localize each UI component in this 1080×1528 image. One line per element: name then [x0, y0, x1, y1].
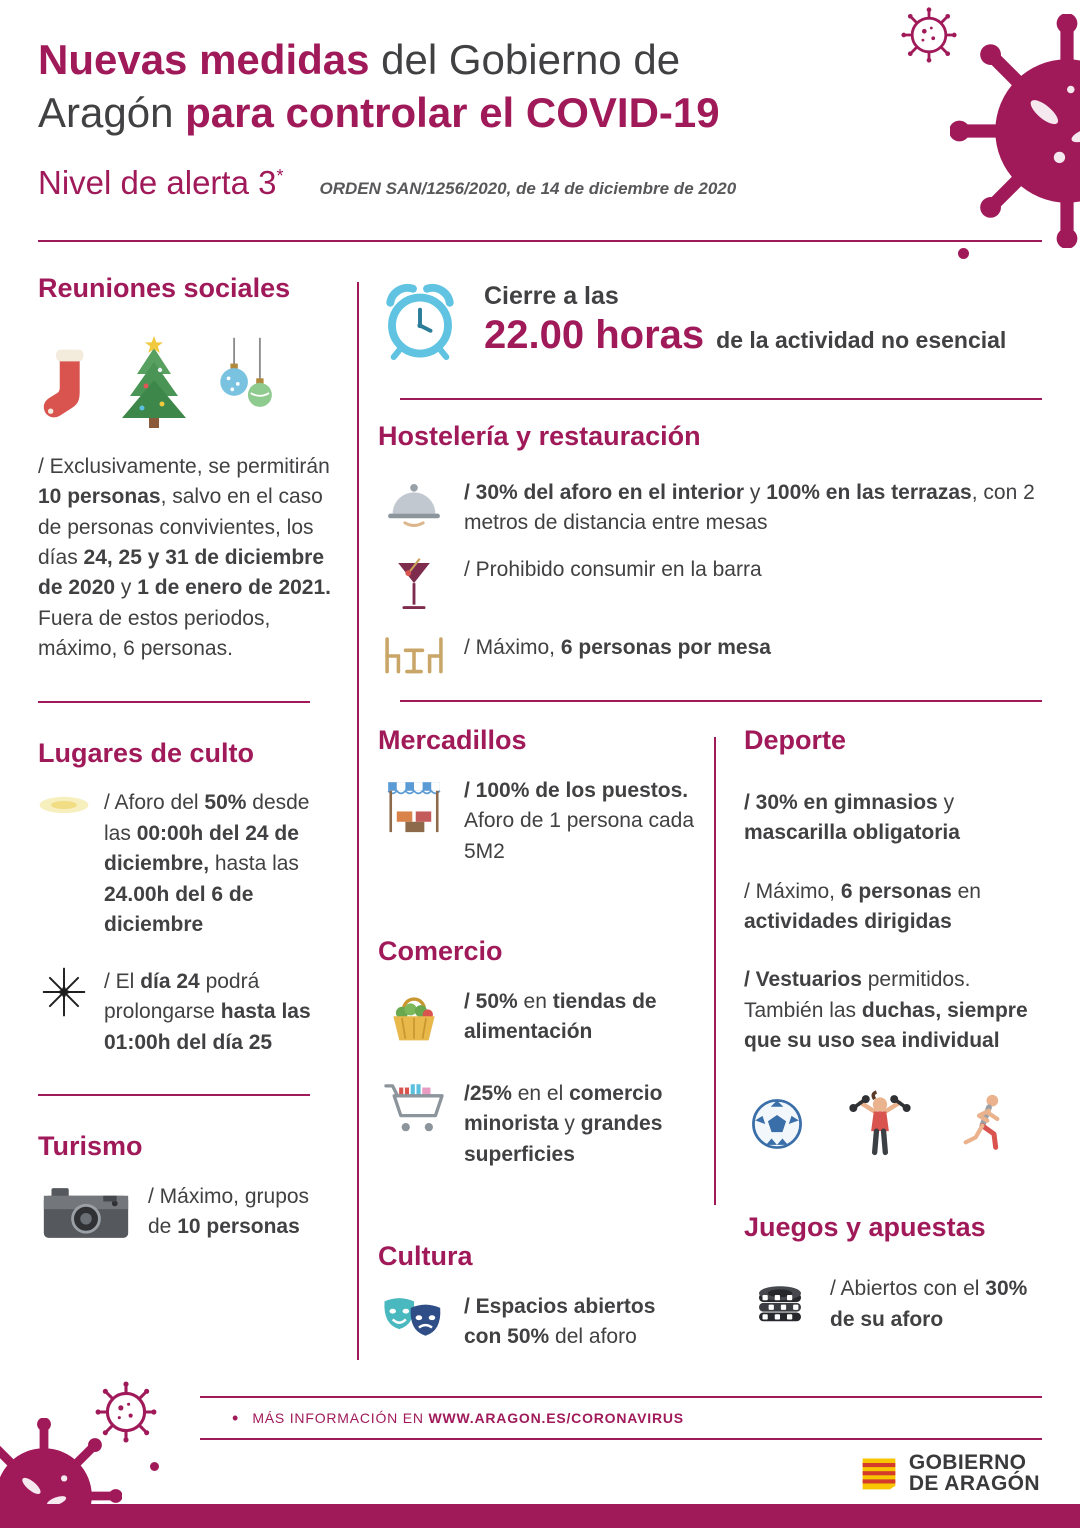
coronavirus-filled-icon — [950, 14, 1080, 248]
closure-line2 — [484, 313, 1006, 358]
comercio-item-2 — [378, 1079, 698, 1170]
decor-dot — [150, 1462, 159, 1471]
deporte-text-3: / Vestuarios permitidos. También las duchas, siempre que su uso sea individual — [744, 968, 1028, 1053]
page-title — [38, 34, 898, 140]
star-sparkle-icon — [38, 967, 90, 1058]
shopping-cart-icon — [378, 1079, 450, 1170]
section-heading-mercadillos: Mercadillos — [378, 725, 527, 755]
footer-info-prefix: MÁS INFORMACIÓN EN — [252, 1410, 429, 1426]
section-hosteleria — [378, 422, 1042, 695]
gobierno-aragon-text — [909, 1452, 1040, 1494]
christmas-icons-row — [38, 324, 334, 432]
alarm-clock-icon — [378, 278, 462, 366]
section-heading-juegos: Juegos y apuestas — [744, 1211, 986, 1242]
comercio-text-2: /25% en el comercio minorista y grandes superficies — [464, 1081, 663, 1166]
closure-suffix: de la actividad no esencial — [716, 327, 1007, 353]
christmas-tree-icon — [116, 332, 192, 432]
cultura-text-1: / Espacios abiertos con 50% del aforo — [464, 1294, 656, 1349]
reuniones-text: / Exclusivamente, se permitirán 10 personas, salvo en el caso de personas convivientes, los días 24, 25 y 31 de diciembre de 2020 y 1 de enero de 2021. Fuera de estos periodos, máximo, 6 personas. — [38, 454, 332, 661]
hosteleria-item-3 — [378, 633, 1042, 679]
horizontal-divider — [400, 700, 1042, 702]
juegos-text-1: / Abiertos con el 30% de su aforo — [830, 1277, 1028, 1331]
header-divider — [38, 240, 1042, 242]
horizontal-divider — [400, 398, 1042, 400]
section-heading-cultura: Cultura — [378, 1241, 473, 1271]
sports-icons-row — [748, 1087, 1044, 1161]
alert-asterisk: * — [276, 165, 284, 186]
turismo-item-1 — [38, 1182, 334, 1244]
section-heading-deporte: Deporte — [744, 725, 847, 755]
cocktail-glass-icon — [378, 555, 450, 617]
aragon-flag-icon — [859, 1453, 899, 1493]
section-heading-comercio: Comercio — [378, 936, 503, 966]
theater-masks-icon — [378, 1292, 450, 1353]
candle-glow-icon — [38, 788, 90, 940]
section-heading-hosteleria: Hostelería y restauración — [378, 421, 701, 451]
page-title-line2: Aragón para controlar el COVID-19 — [38, 88, 720, 136]
culto-text-2: / El día 24 podrá prolongarse hasta las 01:00h del día 25 — [104, 969, 311, 1054]
middle-column — [378, 726, 698, 1383]
juegos-item-1 — [744, 1274, 1044, 1363]
closure-text — [484, 278, 1006, 366]
section-heading-culto: Lugares de culto — [38, 737, 255, 768]
right-column — [744, 726, 1044, 1389]
gobierno-aragon-logo — [859, 1452, 1040, 1494]
logo-line2: DE ARAGÓN — [908, 1472, 1040, 1495]
footer-info-link[interactable]: WWW.ARAGON.ES/CORONAVIRUS — [428, 1410, 684, 1426]
bottom-accent-bar — [0, 1504, 1080, 1528]
hosteleria-text-3: / Máximo, 6 personas por mesa — [464, 635, 771, 659]
decor-dot — [958, 248, 969, 259]
section-heading-reuniones: Reuniones sociales — [38, 273, 291, 303]
serving-dish-icon — [378, 478, 450, 539]
hosteleria-item-1 — [378, 478, 1042, 539]
alert-row — [38, 164, 898, 202]
deporte-text-2: / Máximo, 6 personas en actividades dirigidas — [744, 879, 981, 933]
mercadillos-item-1 — [378, 776, 698, 867]
food-basket-icon — [378, 987, 450, 1049]
culto-item-1 — [38, 788, 334, 940]
mercadillos-text-1: / 100% de los puestos. Aforo de 1 persona cada 5M2 — [464, 778, 694, 863]
closure-prefix: Cierre a las — [484, 282, 619, 310]
deporte-text-1: / 30% en gimnasios y mascarilla obligatoria — [744, 790, 960, 845]
divider — [38, 701, 310, 703]
alert-level-text: Nivel de alerta 3 — [38, 163, 277, 201]
christmas-stocking-icon — [38, 336, 96, 432]
closure-banner — [378, 278, 1042, 366]
runner-icon — [954, 1088, 1014, 1160]
camera-icon — [38, 1182, 134, 1244]
vertical-divider — [714, 737, 716, 1205]
table-and-chairs-icon — [378, 633, 450, 679]
culto-item-2 — [38, 967, 334, 1058]
closure-time: 22.00 horas — [484, 313, 705, 357]
footer-bullet: • — [232, 1407, 239, 1428]
hosteleria-item-2 — [378, 555, 1042, 617]
vertical-divider — [357, 282, 359, 1360]
poker-chips-icon — [744, 1274, 816, 1363]
footer-info-band — [200, 1396, 1042, 1440]
footer-info-text — [252, 1410, 684, 1426]
section-heading-turismo: Turismo — [38, 1130, 143, 1161]
culto-text-1: / Aforo del 50% desde las 00:00h del 24 de diciembre, hasta las 24.00h del 6 de diciembre — [104, 791, 310, 937]
left-column — [38, 274, 334, 1270]
header — [38, 34, 898, 202]
christmas-ornaments-icon — [212, 332, 282, 432]
turismo-text-1: / Máximo, grupos de 10 personas — [148, 1184, 310, 1239]
comercio-text-1: / 50% en tiendas de alimentación — [464, 989, 657, 1044]
divider — [38, 1094, 310, 1096]
hosteleria-text-1: / 30% del aforo en el interior y 100% en las terrazas, con 2 metros de distancia entre mesas — [464, 480, 1035, 535]
hosteleria-text-2: / Prohibido consumir en la barra — [464, 557, 762, 581]
weightlifter-icon — [848, 1088, 912, 1160]
alert-level — [38, 164, 283, 202]
market-stall-icon — [378, 776, 450, 867]
soccer-ball-icon — [748, 1095, 806, 1153]
logo-line1: GOBIERNO — [908, 1451, 1027, 1474]
page-title-line1: Nuevas medidas del Gobierno de — [38, 36, 681, 83]
order-reference: ORDEN SAN/1256/2020, de 14 de diciembre de 2020 — [319, 178, 737, 198]
comercio-item-1 — [378, 987, 698, 1049]
cultura-item-1 — [378, 1292, 698, 1353]
